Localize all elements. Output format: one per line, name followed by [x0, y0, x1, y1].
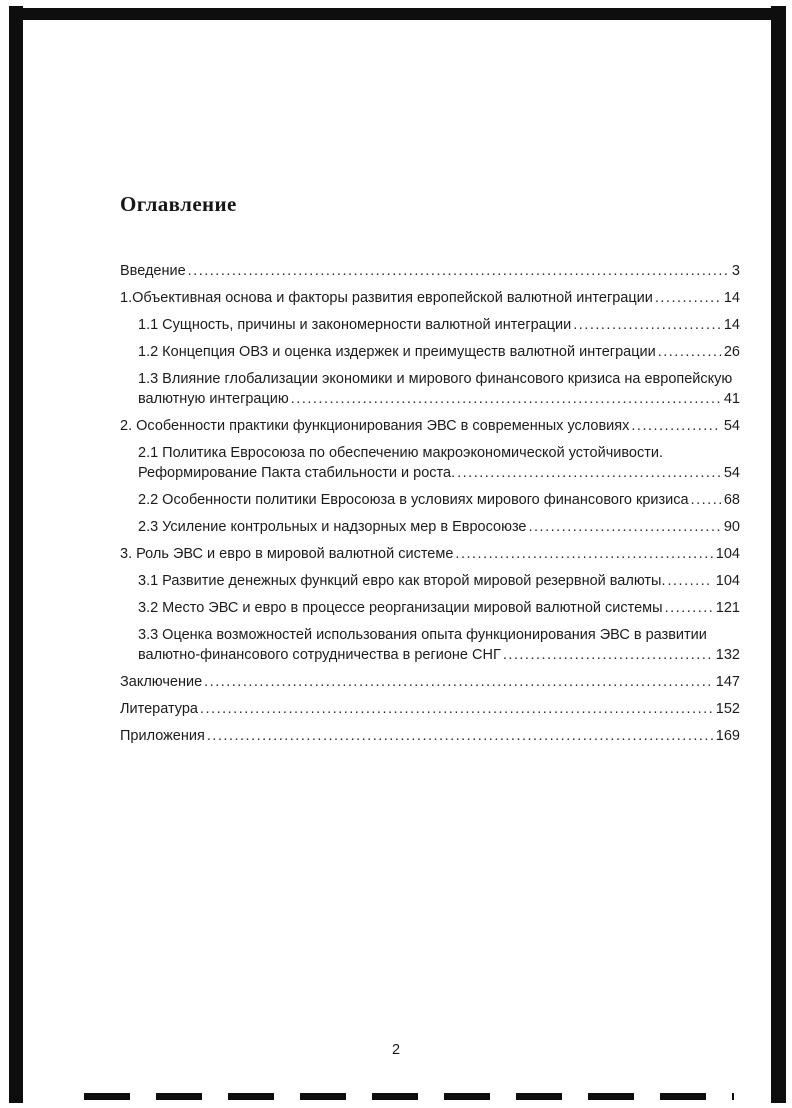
- toc-entry: [120, 315, 740, 335]
- dot-leader: [658, 342, 721, 362]
- toc-entry: [120, 517, 740, 537]
- dot-leader: [503, 645, 713, 665]
- toc-entry-page: 3: [731, 263, 740, 279]
- toc-entry-text: 3.2 Место ЭВС и евро в процессе реорганизации мировой валютной системы: [138, 600, 663, 616]
- toc-entry-text: Введение: [120, 263, 186, 279]
- table-of-contents: [120, 261, 740, 746]
- dot-leader: [207, 726, 713, 746]
- toc-entry: [120, 544, 740, 564]
- dot-leader: [529, 517, 721, 537]
- toc-entry: [120, 672, 740, 692]
- toc-entry-page: 68: [723, 492, 740, 508]
- toc-entry-text: 2. Особенности практики функционирования ЭВС в современных условиях: [120, 418, 630, 434]
- toc-entry-text: 3.3 Оценка возможностей использования опыта функционирования ЭВС в развитии: [138, 627, 707, 643]
- toc-entry-text: Реформирование Пакта стабильности и роста.: [138, 465, 456, 481]
- dot-leader: [204, 672, 713, 692]
- toc-entry-text: валютно-финансового сотрудничества в регионе СНГ: [138, 647, 501, 663]
- dot-leader: [691, 490, 721, 510]
- toc-entry-page: 169: [715, 728, 740, 744]
- toc-entry-page: 26: [723, 344, 740, 360]
- dot-leader: [455, 544, 712, 564]
- dot-leader: [667, 571, 712, 591]
- toc-entry-text: 3. Роль ЭВС и евро в мировой валютной системе: [120, 546, 454, 562]
- scan-border-left: [9, 6, 23, 1103]
- dot-leader: [573, 315, 721, 335]
- toc-entry-page: 14: [723, 290, 740, 306]
- toc-entry-page: 147: [715, 674, 740, 690]
- toc-entry-text: 2.3 Усиление контрольных и надзорных мер в Евросоюзе: [138, 519, 527, 535]
- page-content: [120, 192, 740, 753]
- toc-entry-text: 1.2 Концепция ОВЗ и оценка издержек и преимуществ валютной интеграции: [138, 344, 656, 360]
- scan-border-right: [771, 6, 786, 1103]
- toc-entry: [120, 416, 740, 436]
- toc-entry: [120, 726, 740, 746]
- scan-border-top: [9, 8, 785, 20]
- toc-entry: [120, 261, 740, 281]
- toc-entry-page: 104: [715, 546, 740, 562]
- toc-entry-page: 14: [723, 317, 740, 333]
- toc-entry-page: 152: [715, 701, 740, 717]
- dot-leader: [457, 463, 721, 483]
- toc-entry-text: Литература: [120, 701, 198, 717]
- toc-entry: [120, 625, 740, 665]
- toc-entry: [120, 571, 740, 591]
- toc-entry-page: 121: [715, 600, 740, 616]
- toc-entry-page: 54: [723, 418, 740, 434]
- toc-entry: [120, 490, 740, 510]
- toc-entry-text: 2.2 Особенности политики Евросоюза в условиях мирового финансового кризиса: [138, 492, 689, 508]
- toc-entry-text: 3.1 Развитие денежных функций евро как второй мировой резервной валюты.: [138, 573, 666, 589]
- toc-entry-text: Приложения: [120, 728, 205, 744]
- page-number: 2: [391, 1042, 401, 1058]
- toc-entry-text: Заключение: [120, 674, 203, 690]
- toc-entry-text: валютную интеграцию: [138, 391, 289, 407]
- scan-border-bottom: [84, 1093, 734, 1100]
- toc-entry-text: 2.1 Политика Евросоюза по обеспечению макроэкономической устойчивости.: [138, 445, 663, 461]
- toc-entry-page: 90: [723, 519, 740, 535]
- toc-entry-text: 1.1 Сущность, причины и закономерности валютной интеграции: [138, 317, 572, 333]
- toc-entry-page: 41: [723, 391, 740, 407]
- dot-leader: [655, 288, 721, 308]
- toc-entry: [120, 443, 740, 483]
- dot-leader: [665, 598, 713, 618]
- toc-entry-page: 54: [723, 465, 740, 481]
- toc-entry-text: 1.3 Влияние глобализации экономики и мирового финансового кризиса на европейскую: [138, 371, 733, 387]
- dot-leader: [631, 416, 720, 436]
- dot-leader: [200, 699, 713, 719]
- toc-title: Оглавление: [120, 192, 237, 216]
- toc-entry-text: 1.Объективная основа и факторы развития европейской валютной интеграции: [120, 290, 653, 306]
- toc-entry-page: 132: [715, 647, 740, 663]
- toc-entry: [120, 288, 740, 308]
- toc-entry-page: 104: [715, 573, 740, 589]
- dot-leader: [188, 261, 729, 281]
- toc-entry: [120, 342, 740, 362]
- toc-entry: [120, 598, 740, 618]
- toc-entry: [120, 699, 740, 719]
- dot-leader: [291, 389, 721, 409]
- toc-entry: [120, 369, 740, 409]
